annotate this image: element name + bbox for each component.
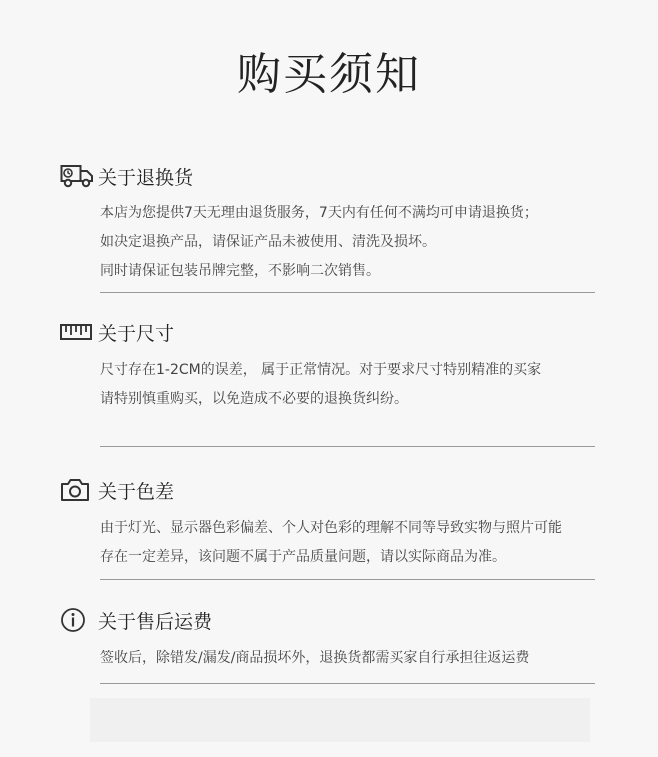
text-line: 存在一定差异，该问题不属于产品质量问题，请以实际商品为准。 [100,549,506,565]
section-header [60,316,600,348]
page-title: 购买须知 [237,49,421,100]
text-line: 签收后，除错发/漏发/商品损坏外，退换货都需买家自行承担往返运费 [100,650,530,666]
divider [100,446,595,447]
section-header [60,604,600,636]
section-title: 关于尺寸 [98,322,175,345]
divider [100,292,595,293]
section-header [60,474,600,506]
info-icon [60,606,94,634]
section-header [60,160,600,192]
ruler-icon [60,318,94,346]
text-line: 本店为您提供7天无理由退货服务，7天内有任何不满均可申请退换货； [100,205,538,221]
divider [100,683,595,684]
text-line: 由于灯光、显示器色彩偏差、个人对色彩的理解不同等导致实物与照片可能 [100,520,562,536]
text-line: 同时请保证包装吊牌完整，不影响二次销售。 [100,263,380,279]
truck-icon [60,162,94,190]
section-title: 关于色差 [98,480,175,503]
section-body [100,356,600,414]
bottom-fade [90,698,590,742]
section-color [60,474,600,572]
divider [100,579,595,580]
section-returns [60,160,600,286]
camera-icon [60,476,94,504]
text-line: 请特别慎重购买，以免造成不必要的退换货纠纷。 [100,391,408,407]
text-line: 尺寸存在1-2CM的误差， 属于正常情况。对于要求尺寸特别精准的买家 [100,362,542,378]
text-line: 如决定退换产品，请保证产品未被使用、清洗及损坏。 [100,234,436,250]
section-body [100,199,600,286]
section-body [100,514,600,572]
section-title: 关于售后运费 [98,610,213,633]
section-title: 关于退换货 [98,166,194,189]
section-body [100,644,600,673]
section-shipping [60,604,600,673]
section-size [60,316,600,414]
